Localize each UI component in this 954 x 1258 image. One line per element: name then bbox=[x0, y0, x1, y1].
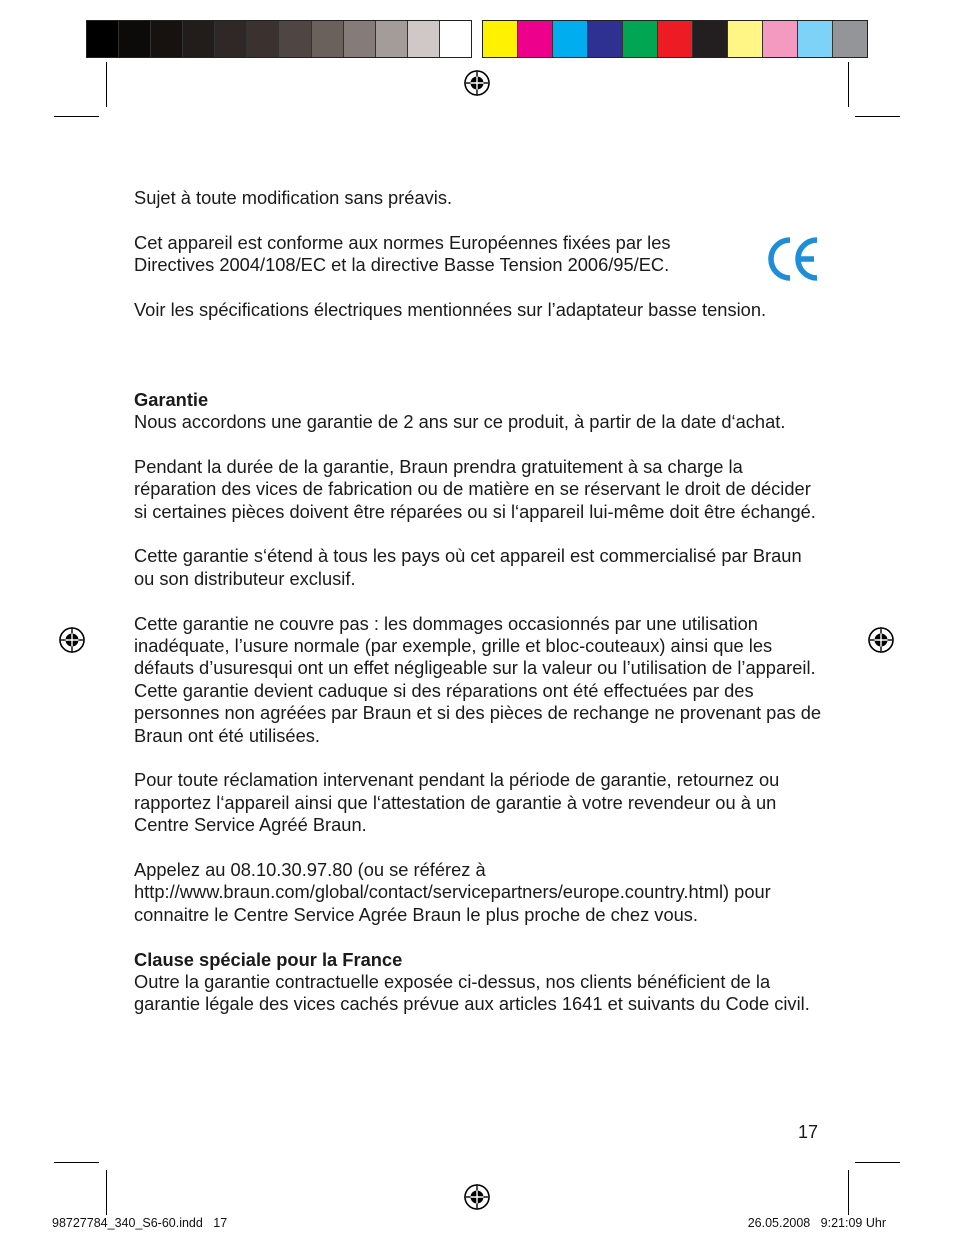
clause-heading: Clause spéciale pour la France bbox=[134, 948, 403, 970]
color-swatch bbox=[483, 21, 518, 57]
color-swatch bbox=[833, 21, 867, 57]
color-swatch bbox=[798, 21, 833, 57]
ce-conformity-paragraph: Cet appareil est conforme aux normes Européennes fixées par les Directives 2004/108/EC et la directive Basse Tension 2006/95/EC. bbox=[134, 231, 671, 276]
color-swatch bbox=[763, 21, 798, 57]
registration-mark-icon bbox=[463, 1183, 491, 1211]
gray-swatch bbox=[312, 21, 344, 57]
slug-timestamp: 26.05.2008 9:21:09 Uhr bbox=[747, 1216, 886, 1230]
gray-swatch bbox=[440, 21, 471, 57]
gray-swatch bbox=[279, 21, 311, 57]
garantie-paragraph-5: Pour toute réclamation intervenant pendant la période de garantie, retournez ou rapportez l‘appareil ainsi que l‘attestation de garantie à votre revendeur ou à un Centre Service Agréé Braun. bbox=[134, 769, 780, 836]
registration-mark-icon bbox=[463, 69, 491, 97]
garantie-heading: Garantie bbox=[134, 388, 209, 410]
crop-mark-bottom-right-vertical bbox=[848, 1170, 849, 1215]
gray-swatch bbox=[408, 21, 440, 57]
gray-swatch bbox=[119, 21, 151, 57]
garantie-paragraph-3: Cette garantie s‘étend à tous les pays où cet appareil est commercialisé par Braun ou son distributeur exclusif. bbox=[134, 545, 802, 589]
gray-swatch bbox=[151, 21, 183, 57]
grayscale-color-bar bbox=[86, 20, 472, 58]
document-body bbox=[134, 187, 824, 1038]
crop-mark-top-right-horizontal bbox=[855, 116, 900, 117]
color-swatch bbox=[588, 21, 623, 57]
gray-swatch bbox=[247, 21, 279, 57]
garantie-paragraph-4: Cette garantie ne couvre pas : les dommages occasionnés par une utilisation inadéquate, l’usure normale (par exemple, grille et bloc-couteaux) ainsi que les défauts d’usuresqui ont un effet négligeable sur la valeur ou l’utilisation de l’appareil. Cette garantie devient caduque si des réparations ont été effectuées par des personnes non agréées par Braun et si des pièces de rechange ne provenant pas de Braun ont été utilisées. bbox=[134, 612, 822, 746]
registration-mark-icon bbox=[867, 626, 895, 654]
crop-mark-bottom-left-horizontal bbox=[54, 1162, 99, 1163]
electrical-spec-paragraph: Voir les spécifications électriques mentionnées sur l’adaptateur basse tension. bbox=[134, 299, 767, 320]
crop-mark-top-right-vertical bbox=[848, 62, 849, 107]
color-swatch bbox=[693, 21, 728, 57]
gray-swatch bbox=[87, 21, 119, 57]
gray-swatch bbox=[376, 21, 408, 57]
garantie-paragraph-2: Pendant la durée de la garantie, Braun prendra gratuitement à sa charge la réparation des vices de fabrication ou de matière en se réservant le droit de décider si certaines pièces doivent être réparées ou si l‘appareil lui-même doit être échangé. bbox=[134, 455, 816, 522]
notice-paragraph: Sujet à toute modification sans préavis. bbox=[134, 187, 453, 208]
crop-mark-bottom-right-horizontal bbox=[855, 1162, 900, 1163]
color-swatch bbox=[518, 21, 553, 57]
color-swatch bbox=[623, 21, 658, 57]
garantie-paragraph-6: Appelez au 08.10.30.97.80 (ou se référez à http://www.braun.com/global/contact/servicepartners/europe.country.html) pour connaitre le Centre Service Agrée Braun le plus proche de chez vous. bbox=[134, 859, 771, 925]
process-color-bar bbox=[482, 20, 868, 58]
gray-swatch bbox=[215, 21, 247, 57]
gray-swatch bbox=[183, 21, 215, 57]
spacer bbox=[134, 344, 824, 389]
crop-mark-bottom-left-vertical bbox=[106, 1170, 107, 1215]
color-swatch bbox=[553, 21, 588, 57]
color-swatch bbox=[658, 21, 693, 57]
gray-swatch bbox=[344, 21, 376, 57]
slug-file-info: 98727784_340_S6-60.indd 17 bbox=[52, 1216, 228, 1230]
registration-mark-icon bbox=[58, 626, 86, 654]
crop-mark-top-left-horizontal bbox=[54, 116, 99, 117]
crop-mark-top-left-vertical bbox=[106, 62, 107, 107]
garantie-paragraph-1: Nous accordons une garantie de 2 ans sur ce produit, à partir de la date d‘achat. bbox=[134, 411, 786, 432]
clause-paragraph: Outre la garantie contractuelle exposée ci-dessus, nos clients bénéficient de la garantie légale des vices cachés prévue aux articles 1641 et suivants du Code civil. bbox=[134, 971, 810, 1015]
color-swatch bbox=[728, 21, 763, 57]
page-number: 17 bbox=[798, 1122, 819, 1142]
